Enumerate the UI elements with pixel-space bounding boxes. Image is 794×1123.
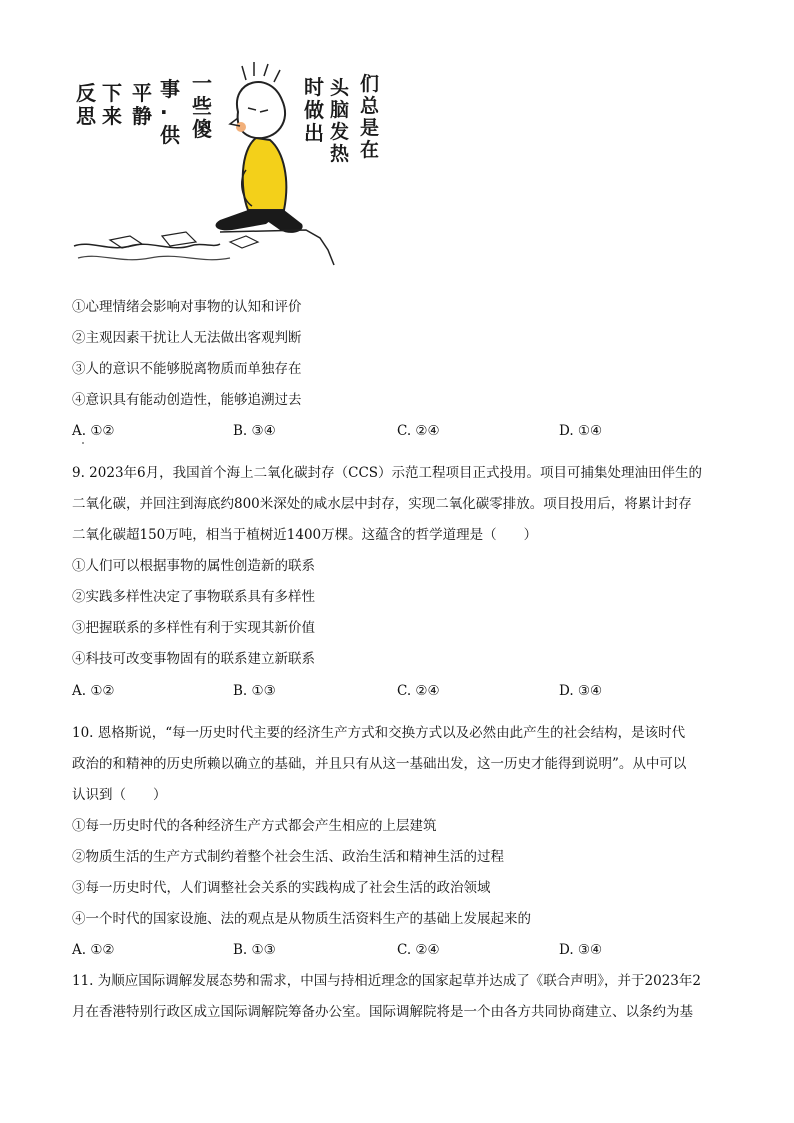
q10-options (72, 941, 722, 959)
q8-statement-1: ①心理情绪会影响对事物的认知和评价 (72, 299, 302, 315)
cartoon-left-col2-char2: 来 (102, 104, 122, 128)
cartoon-right-col3-char4: 在 (360, 139, 380, 161)
q10-statement-1: ①每一历史时代的各种经济生产方式都会产生相应的上层建筑 (72, 818, 437, 834)
q8-option-a[interactable]: A. ①② (72, 423, 115, 439)
q8-option-d[interactable]: D. ①④ (559, 423, 603, 439)
cartoon-right-col1-char3: 出 (304, 121, 324, 145)
cartoon-right-col3-char1: 们 (360, 73, 380, 95)
cartoon-left-col5-char3: 傻 (192, 117, 212, 141)
cartoon-left-col1-char2: 思 (76, 104, 96, 128)
cartoon-left-col1-char1: 反 (76, 81, 96, 105)
cartoon-right-col1-char2: 做 (304, 98, 324, 122)
q10-stem-line-1: 10. 恩格斯说，“每一历史时代主要的经济生产方式和交换方式以及必然由此产生的社会结构，是该时代 (72, 725, 686, 741)
cartoon-left-col3-char2: 静 (132, 104, 152, 128)
q9-option-a[interactable]: A. ①② (72, 683, 115, 699)
q10-option-d[interactable]: D. ③④ (559, 942, 603, 958)
q11-stem-line-2: 月在香港特别行政区成立国际调解院筹备办公室。国际调解院将是一个由各方共同协商建立、以条约为基 (72, 1004, 693, 1020)
cartoon-left-col4-char3: 供 (160, 123, 180, 147)
cliff-and-water (74, 230, 334, 265)
q10-option-a[interactable]: A. ①② (72, 942, 115, 958)
q9-statement-3: ③把握联系的多样性有利于实现其新价值 (72, 620, 315, 636)
q9-option-d[interactable]: D. ③④ (559, 683, 603, 699)
q9-statement-1: ①人们可以根据事物的属性创造新的联系 (72, 558, 315, 574)
q9-option-c[interactable]: C. ②④ (397, 683, 440, 699)
q9-statement-2: ②实践多样性决定了事物联系具有多样性 (72, 589, 315, 605)
q10-option-b[interactable]: B. ①③ (233, 942, 276, 958)
cartoon-left-col5-char2: 些 (192, 94, 212, 118)
cartoon-right-col2-char2: 脑 (330, 99, 350, 121)
cartoon-left-col4-char2: · (160, 100, 168, 124)
q9-options (72, 682, 722, 700)
cartoon-right-col2-char4: 热 (330, 143, 350, 165)
cartoon-left-col3-char1: 平 (132, 81, 152, 105)
q9-option-b[interactable]: B. ①③ (233, 683, 276, 699)
cartoon-right-text (304, 72, 380, 165)
cartoon-right-col2-char1: 头 (330, 77, 350, 99)
q8-statement-2: ②主观因素干扰让人无法做出客观判断 (72, 330, 302, 346)
q10-statement-4: ④一个时代的国家设施、法的观点是从物质生活资料生产的基础上发展起来的 (72, 911, 531, 927)
q9-statement-4: ④科技可改变事物固有的联系建立新联系 (72, 651, 315, 667)
cartoon-right-col3-char3: 是 (360, 117, 380, 139)
q9-stem-line-2: 二氧化碳，并回注到海底约800米深处的咸水层中封存，实现二氧化碳零排放。项目投用后，将累计封存 (72, 496, 692, 512)
q9-stem-line-1: 9. 2023年6月，我国首个海上二氧化碳封存（CCS）示范工程项目正式投用。项目可捕集处理油田伴生的 (72, 465, 703, 481)
cartoon-illustration (70, 60, 400, 275)
q10-stem-line-2: 政治的和精神的历史所赖以确立的基础，并且只有从这一基础出发，这一历史才能得到说明”。从中可以 (72, 756, 687, 772)
cartoon-left-text (76, 71, 213, 147)
q10-option-c[interactable]: C. ②④ (397, 942, 440, 958)
q8-option-b[interactable]: B. ③④ (233, 423, 276, 439)
q8-statement-3: ③人的意识不能够脱离物质而单独存在 (72, 361, 302, 377)
q9-stem-line-3: 二氧化碳超150万吨，相当于植树近1400万棵。这蕴含的哲学道理是（ ） (72, 527, 538, 543)
q10-statement-3: ③每一历史时代，人们调整社会关系的实践构成了社会生活的政治领域 (72, 880, 491, 896)
character-figure (216, 62, 303, 233)
q8-option-c[interactable]: C. ②④ (397, 423, 440, 439)
cartoon-drawing (70, 60, 400, 275)
cartoon-right-col2-char3: 发 (330, 121, 350, 143)
q10-statement-2: ②物质生活的生产方式制约着整个社会生活、政治生活和精神生活的过程 (72, 849, 504, 865)
cartoon-right-col1-char1: 时 (304, 75, 324, 99)
cartoon-left-col2-char1: 下 (102, 81, 122, 105)
q8-options (72, 422, 722, 440)
q11-stem-line-1: 11. 为顺应国际调解发展态势和需求，中国与持相近理念的国家起草并达成了《联合声明》，并于2023年2 (72, 973, 701, 989)
q10-stem-line-3: 认识到（ ） (72, 787, 167, 803)
cartoon-left-col4-char1: 事 (160, 77, 180, 101)
cartoon-right-col3-char2: 总 (360, 95, 380, 117)
cartoon-left-col5-char1: 一 (192, 71, 212, 95)
marker-dot (82, 442, 84, 444)
q8-statement-4: ④意识具有能动创造性，能够追溯过去 (72, 392, 302, 408)
